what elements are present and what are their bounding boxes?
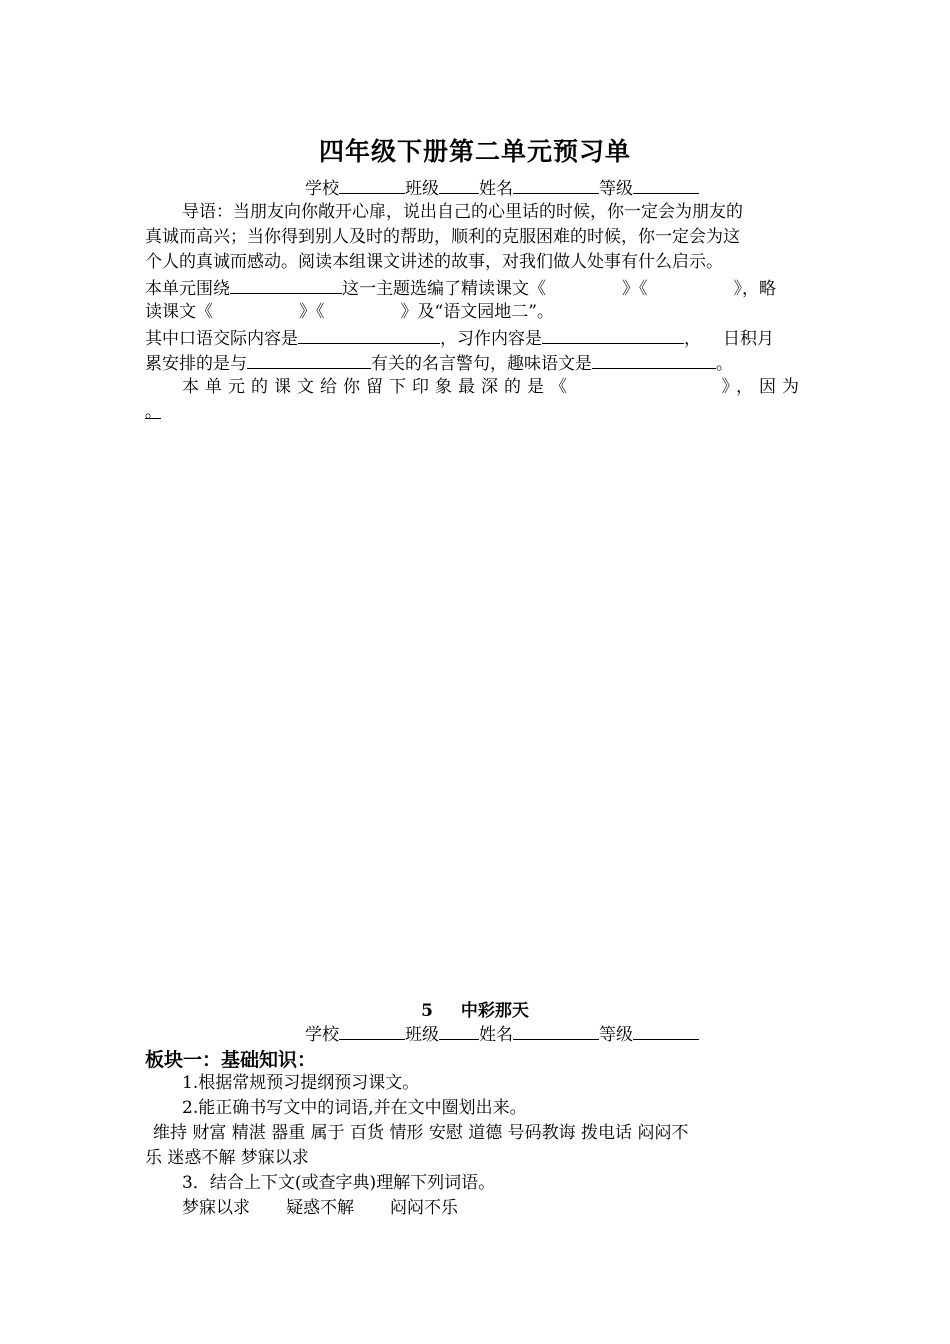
grade-label: 等级 (599, 179, 633, 199)
section-item-2: 2.能正确书写文中的词语,并在文中圈划出来。 (182, 1098, 527, 1118)
proverb-topic-blank[interactable] (247, 350, 371, 369)
intro-line-1: 导语：当朋友向你敞开心扉，说出自己的心里话的时候，你一定会为朋友的 (182, 202, 743, 222)
class-field-2[interactable] (439, 1021, 479, 1040)
class-field[interactable] (439, 175, 479, 194)
q3-text-b: 》，因为 (721, 377, 805, 397)
name-field-2[interactable] (513, 1021, 599, 1040)
term-list (182, 1196, 458, 1221)
word-list-line-2: 乐 迷惑不解 梦寐以求 (145, 1148, 309, 1168)
lesson-title (0, 996, 950, 1021)
question-1-line-2 (145, 300, 554, 325)
lesson-name: 中彩那天 (460, 1001, 529, 1021)
name-label-2: 姓名 (479, 1025, 513, 1045)
page-title: 四年级下册第二单元预习单 (318, 137, 631, 166)
term-item: 梦寐以求 (182, 1198, 250, 1218)
q2-text-d: 日积月 (723, 329, 774, 349)
q2-text-c: ， (684, 329, 701, 349)
oral-communication-blank[interactable] (298, 325, 440, 344)
school-field[interactable] (339, 175, 405, 194)
class-label: 班级 (405, 179, 439, 199)
term-item: 闷闷不乐 (390, 1198, 458, 1218)
q2-text-a: 其中口语交际内容是 (145, 329, 298, 349)
intro-line-3: 个人的真诚而感动。阅读本组课文讲述的故事，对我们做人处事有什么启示。 (145, 252, 723, 272)
question-3-period: 。 (145, 402, 162, 422)
q2-text-b: ，习作内容是 (440, 329, 542, 349)
student-info-line-2 (305, 1021, 699, 1048)
q1-text-f: 》《 (299, 302, 325, 322)
grade-field[interactable] (633, 175, 699, 194)
q1-text-g: 》及“语文园地二”。 (400, 302, 554, 322)
fun-chinese-blank[interactable] (592, 350, 716, 369)
q2-text-e: 累安排的是与 (145, 354, 247, 374)
q1-text-a: 本单元围绕 (145, 279, 230, 299)
theme-blank[interactable] (230, 275, 342, 294)
grade-label-2: 等级 (599, 1025, 633, 1045)
question-2-line-2 (145, 350, 733, 377)
word-list-line-1: 维持 财富 精湛 器重 属于 百货 情形 安慰 道德 号码教诲 拨电话 闷闷不 (153, 1123, 689, 1143)
class-label-2: 班级 (405, 1025, 439, 1045)
q1-text-e: 读课文《 (145, 302, 213, 322)
q1-text-b: 这一主题选编了精读课文《 (342, 279, 546, 299)
q1-text-c: 》《 (622, 279, 648, 299)
q1-text-d: 》，略 (733, 279, 776, 299)
intro-line-2: 真诚而高兴；当你得到别人及时的帮助，顺利的克服困难的时候，你一定会为这 (145, 227, 740, 247)
section-heading: 板块一：基础知识： (145, 1049, 317, 1071)
lesson-number: 5 (421, 1001, 433, 1021)
q2-text-g: 。 (716, 354, 733, 374)
section-item-3: 3．结合上下文(或查字典)理解下列词语。 (182, 1173, 496, 1193)
writing-blank[interactable] (542, 325, 684, 344)
q3-text-a: 本单元的课文给你留下印象最深的是《 (182, 377, 573, 397)
name-field[interactable] (513, 175, 599, 194)
school-field-2[interactable] (339, 1021, 405, 1040)
q2-text-f: 有关的名言警句，趣味语文是 (371, 354, 592, 374)
question-2-line-1 (145, 325, 774, 352)
student-info-line (305, 175, 699, 202)
school-label-2: 学校 (305, 1025, 339, 1045)
school-label: 学校 (305, 179, 339, 199)
name-label: 姓名 (479, 179, 513, 199)
grade-field-2[interactable] (633, 1021, 699, 1040)
question-3-line-1 (145, 375, 805, 400)
section-item-1: 1.根据常规预习提纲预习课文。 (182, 1073, 420, 1093)
term-item: 疑惑不解 (286, 1198, 354, 1218)
question-1-line-1 (145, 275, 776, 302)
